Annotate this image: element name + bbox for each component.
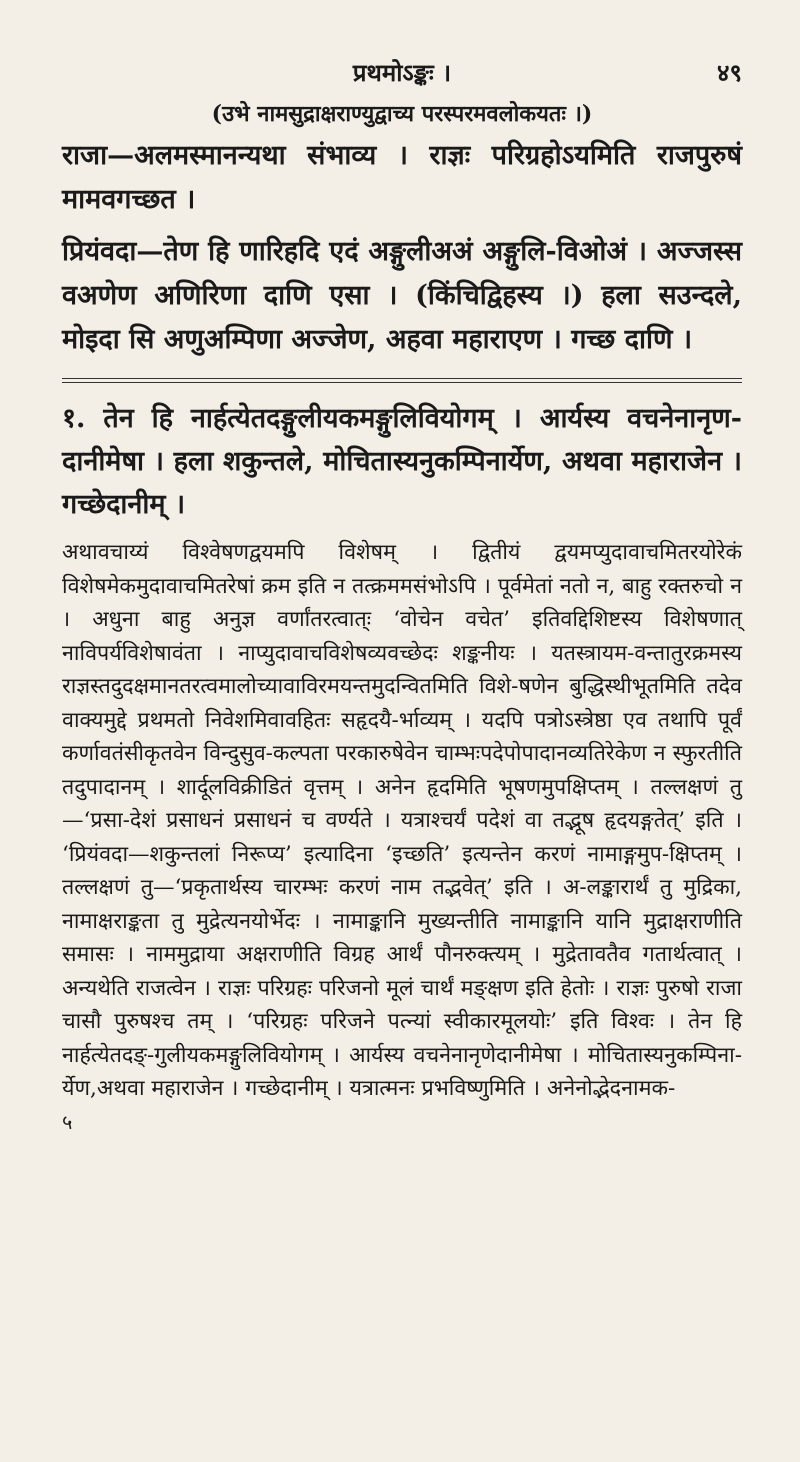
running-title: प्रथमोऽङ्कः । <box>352 58 452 87</box>
dialogue-line-raja <box>62 134 742 222</box>
page-number: ४९ <box>717 58 742 87</box>
dialogue-text: —अलमस्मानन्यथा संभाव्य । राज्ञः परिग्रहोऽयमिति राजपुरुषं मामवगच्छत । <box>62 140 742 215</box>
speaker-name: प्रियंवदा <box>62 236 137 267</box>
chaya-translation: १. तेन हि नार्हत्येतदङ्गुलीयकमङ्गुलिवियोगम् । आर्यस्य वचनेनानृण-दानीमेषा । हला शकुन्तले, मोचितास्यनुकम्पिनार्येण, अथवा महाराजेन । गच्छेदानीम् । <box>62 403 742 520</box>
speaker-name: राजा <box>62 140 108 171</box>
stage-direction: (उभे नामसुद्राक्षराण्युद्वाच्य परस्परमवलोकयतः ।) <box>211 101 593 127</box>
section-divider <box>62 378 742 383</box>
page-header <box>62 50 742 90</box>
dialogue-line-priyamvada <box>62 230 742 362</box>
commentary-text: अथावचाय्यं विश्वेषणद्वयमपि विशेषम् । द्वितीयं द्वयमप्युदावाचमितरयोरेकं विशेषमेकमुदावाचमितरेषां क्रम इति न तत्क्रममसंभोऽपि । पूर्वमेतां नतो न, बाहु रक्तरुचो न । अधुना बाहु अनुज्ञ वर्णांतरत्वात्ः ‘वोचेन वचेत’ इतिवद्दिशिष्टस्य विशेषणात् नाविपर्यविशेषावंता । नाप्युदावाचविशेषव्यवच्छेदः शङ्कनीयः । यतस्त्रायम-वन्तातुरक्रमस्य राज्ञस्तदुदक्षमानतरत्वमालोच्यावाविरमयन्तमुदन्वितमिति विशे-षणेन बुद्धिस्थीभूतमिति तदेव वाक्यमुद्दे प्रथमतो निवेशमिवावहितः सहृदयै-र्भाव्यम् । यदपि पत्रोऽस्त्रेष्ठा एव तथापि पूर्वं कर्णावतंसीकृतवेन विन्दुसुव-कल्पता परकारुषेवेन चाम्भःपदेपोपादानव्यतिरेकेण न स्फुरतीति तदुपादानम् । शार्दूलविक्रीडितं वृत्तम् । अनेन हृदमिति भूषणमुपक्षिप्तम् । तल्लक्षणं तु—‘प्रसा-देशं प्रसाधनं प्रसाधनं च वर्ण्यते । यत्राश्चर्यं पदेशं वा तद्भूष हृदयङ्गतेत्’ इति । ‘प्रियंवदा—शकुन्तलां निरूप्य’ इत्यादिना ‘इच्छति’ इत्यन्तेन करणं नामाङ्गमुप-क्षिप्तम् । तल्लक्षणं तु—‘प्रकृतार्थस्य चारम्भः करणं नाम तद्भवेत्’ इति । अ-लङ्कारार्थं तु मुद्रिका, नामाक्षराङ्कता तु मुद्रेत्यनयोर्भेदः । नामाङ्कानि मुख्यन्तीति नामाङ्कानि यानि मुद्राक्षराणीति समासः । नाममुद्राया अक्षराणीति विग्रह आर्थं पौनरुक्त्यम् । मुद्रेतावतैव गतार्थत्वात् । अन्यथेति राजत्वेन । राज्ञः परिग्रहः परिजनो मूलं चार्थं मङ्क्षण इति हेतोः । राज्ञः पुरुषो राजा चासौ पुरुषश्च तम् । ‘परिग्रहः परिजने पत्न्यां स्वीकारमूलयोः’ इति विश्वः । तेन हि नार्हत्येतदङ्-गुलीयकमङ्गुलिवियोगम् । आर्यस्य वचनेनानृणेदानीमेषा । मोचितास्यनुकम्पिना-र्येण,अथवा महाराजेन । गच्छेदानीम् । यत्रात्मनः प्रभविष्णुमिति । अनेनोद्भेदनामक- <box>62 540 742 1101</box>
dialogue-text: —तेण हि णारिहदि एदं अङ्गुलीअअं अङ्गुलि-विओअं । अज्जस्स वअणेण अणिरिणा दाणि एसा । (किंचिद्विहस्य ।) हला सउन्दले, मोइदा सि अणुअम्पिणा अज्जेण, अहवा महाराएण । गच्छ दाणि । <box>62 236 742 355</box>
signature-mark: ५ <box>62 1109 73 1134</box>
